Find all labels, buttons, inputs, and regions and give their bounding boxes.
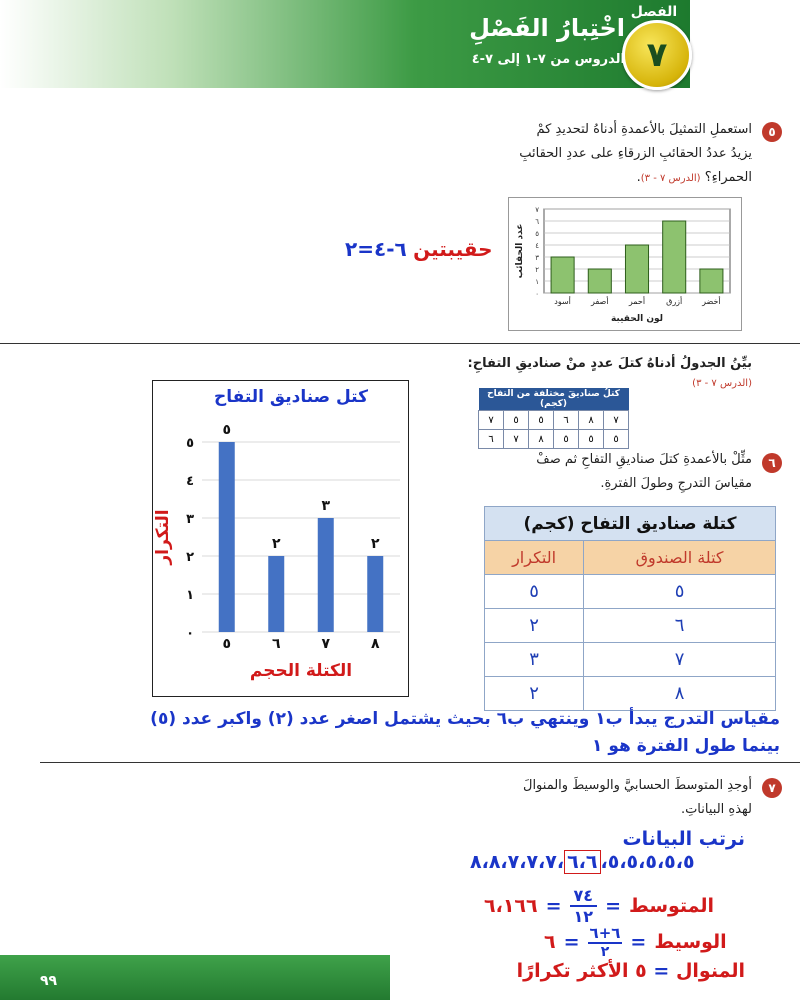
bar bbox=[588, 269, 611, 293]
equals-sign: = bbox=[605, 895, 621, 917]
bar bbox=[625, 245, 648, 293]
table-cell: ٨ bbox=[579, 411, 604, 430]
mean-row bbox=[484, 886, 714, 926]
chapter-number: ٧ bbox=[646, 35, 668, 75]
equals-sign: = bbox=[630, 931, 647, 953]
y-tick-label: ٣ bbox=[535, 254, 539, 262]
question-6-line-2: مقياسَ التدرجِ وطولَ الفترةِ. bbox=[600, 476, 752, 491]
x-tick-label: أسود bbox=[554, 297, 571, 306]
x-tick-label: أصفر bbox=[591, 297, 609, 306]
apple-table-lesson-ref: (الدرس ٧ - ٣) bbox=[692, 378, 752, 389]
mean-value: ٦،١٦٦ bbox=[484, 895, 538, 917]
section-divider-1 bbox=[0, 343, 800, 344]
y-tick-label: ٧ bbox=[535, 206, 539, 214]
table-cell: ٦ bbox=[479, 430, 504, 449]
equals-sign: = bbox=[653, 960, 670, 982]
mean-denominator: ١٢ bbox=[573, 907, 594, 926]
y-tick-label: ٤ bbox=[535, 242, 539, 250]
mean-fraction bbox=[570, 886, 598, 926]
table-cell: ٥ bbox=[604, 430, 629, 449]
table-cell: ٦ bbox=[554, 411, 579, 430]
question-5-line-2: يزيدُ عددُ الحقائبِ الزرقاءِ على عددِ الحقائبِ bbox=[519, 146, 752, 161]
frequency-table-mass-header: كتلة الصندوق bbox=[584, 541, 776, 575]
question-7-number: ٧ bbox=[762, 778, 782, 798]
median-row bbox=[544, 924, 727, 960]
mean-label: المتوسط bbox=[628, 895, 715, 917]
mode-row bbox=[517, 960, 745, 982]
y-axis-label: عدد الحقائب bbox=[515, 223, 525, 279]
mode-label: المنوال bbox=[675, 960, 745, 982]
y-tick-label: ٣ bbox=[186, 512, 194, 527]
apple-table-intro-text: بيِّنُ الجدولُ أدناهُ كتلَ عددٍ منْ صناديقِ التفاحِ: bbox=[467, 356, 752, 371]
table-cell: ٦ bbox=[584, 609, 776, 643]
question-5-line-1: استعملِ التمثيلَ بالأعمدةِ أدناهُ لتحديدِ كمْ bbox=[536, 122, 752, 137]
sorted-data bbox=[470, 851, 695, 873]
equals-sign: = bbox=[545, 895, 562, 917]
sorted-data-right: ،٥،٥،٥،٥،٥ bbox=[600, 851, 695, 873]
frequency-table-freq-header: التكرار bbox=[485, 541, 584, 575]
bar bbox=[219, 442, 235, 632]
question-7-line-1: أوجدِ المتوسطَ الحسابيَّ والوسيطَ والمنوالَ bbox=[523, 778, 752, 793]
table-cell: ٥ bbox=[584, 575, 776, 609]
page-title: اخْتِبارُ الفَصْلِ bbox=[469, 14, 625, 42]
table-row bbox=[485, 609, 776, 643]
section-divider-2 bbox=[40, 762, 800, 763]
data-label: ٥ bbox=[222, 422, 232, 438]
x-tick-label: أخضر bbox=[702, 297, 721, 306]
y-tick-label: ٠ bbox=[186, 626, 194, 641]
x-tick-label: ٥ bbox=[222, 636, 232, 652]
y-tick-label: ١ bbox=[535, 278, 539, 286]
question-5-answer bbox=[345, 237, 493, 261]
table-cell: ٥ bbox=[485, 575, 584, 609]
median-denominator: ٢ bbox=[600, 944, 610, 960]
page-number: ٩٩ bbox=[40, 973, 58, 989]
median-value: ٦ bbox=[544, 931, 556, 953]
frequency-table bbox=[484, 506, 776, 711]
median-fraction bbox=[588, 924, 623, 960]
table-cell: ٧ bbox=[584, 643, 776, 677]
y-tick-label: ٤ bbox=[186, 474, 194, 489]
question-6-text bbox=[422, 448, 752, 496]
bar bbox=[318, 518, 334, 632]
bag-color-chart bbox=[508, 197, 740, 329]
sorted-data-middle-box: ٦،٦ bbox=[564, 850, 600, 874]
data-label: ٢ bbox=[271, 536, 281, 552]
x-tick-label: ٨ bbox=[370, 636, 380, 652]
table-cell: ٢ bbox=[485, 677, 584, 711]
y-axis-label: التكرار bbox=[153, 509, 173, 565]
table-cell: ٣ bbox=[485, 643, 584, 677]
question-5-text: استعملِ التمثيلَ بالأعمدةِ أدناهُ لتحديدِ كمْ يزيدُ عددُ الحقائبِ الزرقاءِ على عددِ الحقائبِ الحمراءِ؟ (الدرس ٧ - ٣). bbox=[422, 118, 752, 191]
y-tick-label: ٦ bbox=[535, 218, 539, 226]
apple-table-intro bbox=[422, 352, 752, 376]
median-label: الوسيط bbox=[654, 931, 727, 953]
page-subtitle: الدروس من ٧-١ إلى ٧-٤ bbox=[471, 52, 625, 67]
apple-mass-data-table bbox=[478, 388, 629, 449]
x-tick-label: أزرق bbox=[666, 297, 683, 306]
table-cell: ٥ bbox=[554, 430, 579, 449]
bar bbox=[663, 221, 686, 293]
bar bbox=[700, 269, 723, 293]
chapter-word: الفصل bbox=[630, 4, 678, 20]
y-tick-label: ٢ bbox=[186, 550, 194, 565]
chapter-badge bbox=[622, 20, 692, 90]
table-cell: ٧ bbox=[479, 411, 504, 430]
sort-label: نرتب البيانات bbox=[622, 828, 745, 850]
bar bbox=[268, 556, 284, 632]
sorted-data-left: ٨،٨،٧،٧،٧، bbox=[470, 851, 565, 873]
apple-mass-chart bbox=[152, 380, 407, 695]
apple-table-title: كتلُ صناديقَ مختلفة من التفاح (كجم) bbox=[479, 388, 629, 411]
y-tick-label: ٥ bbox=[186, 436, 194, 451]
footer-banner bbox=[0, 955, 390, 1000]
bar bbox=[551, 257, 574, 293]
x-tick-label: ٦ bbox=[271, 636, 281, 652]
answer-5-equation: ٦-٤=٢ bbox=[345, 237, 407, 261]
y-tick-label: ٥ bbox=[535, 230, 539, 238]
table-cell: ٥ bbox=[579, 430, 604, 449]
y-tick-label: ٢ bbox=[535, 266, 539, 274]
question-7-line-2: لهذهِ البياناتِ. bbox=[680, 802, 752, 817]
data-label: ٢ bbox=[370, 536, 380, 552]
table-row bbox=[479, 430, 629, 449]
question-5-line-3: الحمراءِ؟ bbox=[704, 170, 752, 185]
y-tick-label: ١ bbox=[186, 588, 194, 603]
question-7-text bbox=[422, 774, 752, 822]
table-cell: ٢ bbox=[485, 609, 584, 643]
x-tick-label: ٧ bbox=[321, 636, 331, 652]
mode-note: الأكثر تكرارًا bbox=[516, 960, 629, 982]
question-5-number: ٥ bbox=[762, 122, 782, 142]
table-cell: ٧ bbox=[504, 430, 529, 449]
y-tick-label: ٠ bbox=[535, 290, 539, 298]
table-row bbox=[485, 643, 776, 677]
chart-title: كتل صناديق التفاح bbox=[213, 387, 369, 407]
question-6-line-1: مثِّلْ بالأعمدةِ كتلَ صناديقِ التفاحِ ثم صفْ bbox=[536, 452, 752, 467]
table-row bbox=[485, 575, 776, 609]
table-cell: ٨ bbox=[529, 430, 554, 449]
table-cell: ٨ bbox=[584, 677, 776, 711]
question-5-lesson-ref: (الدرس ٧ - ٣) bbox=[640, 173, 701, 184]
equals-sign: = bbox=[563, 931, 580, 953]
mean-numerator: ٧٤ bbox=[570, 886, 598, 907]
scale-answer-line-1: مقياس التدرج يبدأ ب١ وينتهي ب٦ بحيث يشتمل اصغر عدد (٢) واكبر عدد (٥) bbox=[150, 709, 780, 729]
table-cell: ٥ bbox=[529, 411, 554, 430]
answer-5-unit: حقيبتين bbox=[413, 237, 493, 261]
x-tick-label: أحمر bbox=[628, 297, 646, 306]
scale-answer-line-2: بينما طول الفترة هو ١ bbox=[592, 736, 780, 756]
question-6-number: ٦ bbox=[762, 453, 782, 473]
data-label: ٣ bbox=[321, 498, 331, 514]
scale-answer bbox=[10, 706, 780, 760]
bar bbox=[367, 556, 383, 632]
median-numerator: ٦+٦ bbox=[589, 924, 621, 942]
table-cell: ٧ bbox=[604, 411, 629, 430]
table-cell: ٥ bbox=[504, 411, 529, 430]
x-axis-label: الكتلة الحجم bbox=[249, 661, 353, 681]
x-axis-label: لون الحقيبة bbox=[610, 314, 664, 324]
frequency-table-title: كتلة صناديق التفاح (كجم) bbox=[485, 507, 776, 541]
table-row bbox=[479, 411, 629, 430]
mode-value: ٥ bbox=[635, 960, 647, 982]
